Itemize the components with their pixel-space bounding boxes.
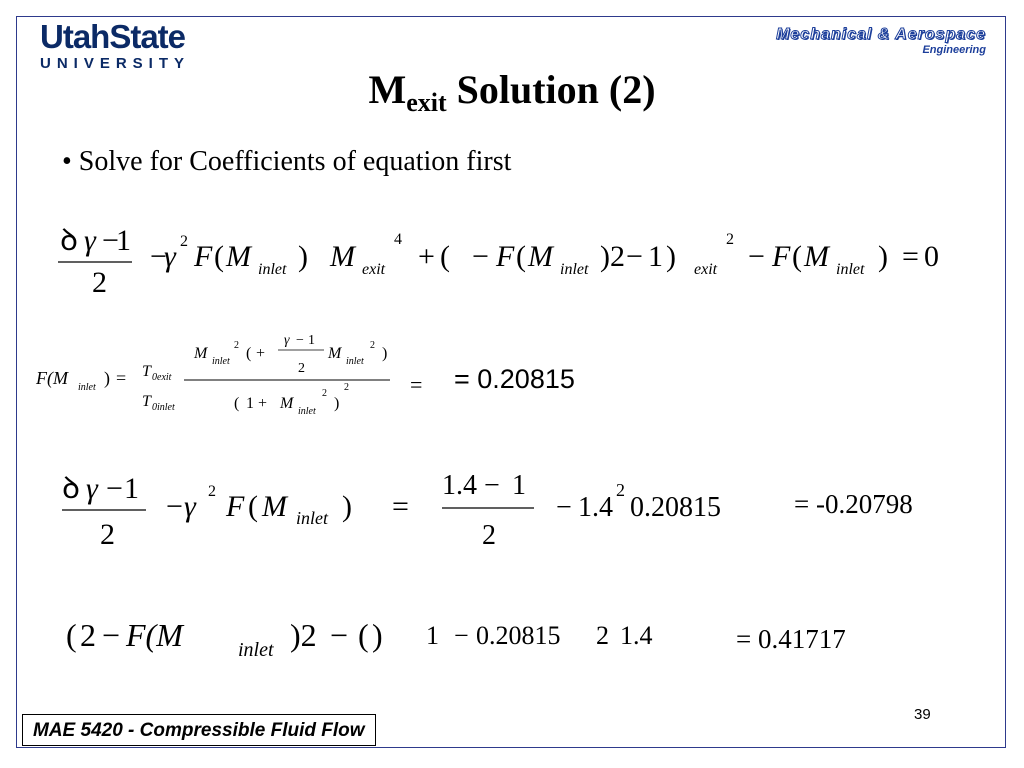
title-main: M — [368, 67, 407, 112]
eq1-minus3: − — [626, 240, 643, 273]
eq1-one: 1 — [648, 240, 663, 273]
eq1-minus: − — [150, 240, 167, 273]
bullet-text: • Solve for Coefficients of equation first — [62, 146, 512, 177]
equation-4 — [62, 600, 702, 680]
eq2-M-num1-sub: inlet — [212, 356, 230, 367]
mae-logo-line1: Mechanical & Aerospace — [776, 26, 986, 43]
eq3-minus-3: − — [556, 492, 572, 523]
eq4-two-b: 2 — [596, 621, 609, 650]
eq1-frac-num: 1 — [116, 224, 131, 257]
eq1-equals: = — [902, 240, 919, 273]
mae-logo-line2: Engineering — [922, 44, 986, 56]
eq1-paren4-open: ( — [792, 240, 802, 273]
eq2-T-inlet-sub: 0inlet — [152, 402, 175, 413]
eq1-exp2b: 2 — [726, 231, 734, 248]
eq3-F: F — [226, 490, 245, 523]
eq4-one-paren: ( — [358, 617, 369, 653]
eq3-minus-2: − — [166, 490, 183, 523]
eq2-M-num2: M — [328, 345, 342, 362]
course-label: MAE 5420 - Compressible Fluid Flow — [22, 714, 376, 746]
eq4-result: = 0.41717 — [736, 624, 846, 654]
eq2-exp-d: 2 — [344, 382, 349, 393]
equation-2 — [34, 328, 424, 416]
eq4-one: 1 — [426, 621, 439, 650]
eq1-inlet3: inlet — [836, 261, 865, 278]
eq1-plus: + — [418, 240, 435, 273]
eq1-M2: M — [330, 240, 355, 273]
eq2-equals: = — [410, 372, 423, 397]
eq2-plus-b: + — [258, 395, 268, 412]
eq1-inlet1: inlet — [258, 261, 287, 278]
eq1-minus4: − — [748, 240, 765, 273]
eq3-equals: = — [392, 490, 409, 523]
eq2-exp-a: 2 — [234, 340, 239, 351]
eq2-T-exit: T — [142, 363, 151, 380]
eq3-inlet: inlet — [296, 508, 328, 528]
eq1-inlet2: inlet — [560, 261, 589, 278]
eq1-exp4: 4 — [394, 231, 402, 248]
eq3-gamma: γ — [86, 472, 98, 505]
eq1-paren3-close: ) — [600, 240, 610, 273]
eq3-paren-close: ) — [342, 490, 352, 523]
eq2-M-num1: M — [194, 345, 208, 362]
eq4-gamma: 1.4 — [620, 621, 653, 650]
eq2-M-num2-sub: inlet — [346, 356, 364, 367]
title-rest: Solution (2) — [446, 67, 656, 112]
eq1-exp2: 2 — [180, 233, 188, 250]
eq2-exp-c: 2 — [322, 388, 327, 399]
eq1-F3: F — [772, 240, 791, 273]
eq2-lhs-inlet: inlet — [78, 382, 96, 393]
eq4-paren-open: ( — [66, 617, 77, 653]
eq3-tail-exp: 2 — [616, 480, 625, 500]
eq1-zero: 0 — [924, 240, 939, 273]
eq2-paren-d: ) — [334, 395, 340, 412]
eq2-lhs-close: ) — [104, 368, 110, 388]
eq2-paren-c: ( — [234, 395, 240, 412]
eq2-paren-a: ( — [246, 345, 252, 362]
eq3-result: = -0.20798 — [794, 489, 913, 519]
equation-3 — [56, 458, 756, 558]
eq4-minus: − — [102, 617, 121, 653]
eq3-gamma-2: γ — [184, 490, 196, 523]
eq2-lhs: F(M — [36, 368, 68, 388]
eq1-M1: M — [226, 240, 251, 273]
eq1-paren2-open: ( — [440, 240, 450, 273]
eq3-exp2: 2 — [208, 483, 216, 500]
eq1-glyph-a: ꝺ — [60, 224, 78, 257]
eq2-T-exit-sub: 0exit — [152, 372, 172, 383]
eq3-num-val: 1.4 — [442, 470, 477, 501]
eq1-F2: F — [496, 240, 515, 273]
eq4-close: )2 — [290, 617, 317, 653]
eq2-gamma-a: γ — [284, 333, 290, 348]
eq3-den-1: 2 — [100, 518, 115, 551]
eq4-inlet: inlet — [238, 639, 274, 661]
eq3-M: M — [262, 490, 287, 523]
eq1-exit1: exit — [362, 261, 386, 278]
eq4-minus3: − — [454, 621, 469, 650]
equation-1 — [54, 210, 954, 300]
eq2-result: = 0.20815 — [454, 364, 575, 394]
eq2-M-den: M — [280, 395, 294, 412]
eq2-equals-sign: = — [116, 368, 127, 388]
eq2-exp-b: 2 — [370, 340, 375, 351]
eq1-paren4-close: ) — [878, 240, 888, 273]
eq1-frac-den: 2 — [92, 266, 107, 299]
eq2-plus-a: + — [256, 345, 266, 362]
title-subscript: exit — [406, 88, 447, 117]
eq2-T-inlet: T — [142, 393, 151, 410]
eq1-glyph-c: − — [102, 224, 119, 257]
eq3-one: 1 — [124, 472, 139, 505]
mae-logo — [776, 26, 986, 56]
eq4-minus2: − — [330, 617, 349, 653]
eq2-paren-b: ) — [382, 345, 388, 362]
eq3-num-den: 2 — [482, 520, 496, 551]
eq2-minus-a: − — [296, 333, 304, 348]
eq1-paren-open: ( — [214, 240, 224, 273]
eq1-M3: M — [528, 240, 553, 273]
eq2-two-a: 2 — [298, 361, 305, 376]
eq3-tail: 1.4 — [578, 492, 613, 523]
eq4-paren-close: ) — [372, 617, 383, 653]
eq3-tail2: 0.20815 — [630, 492, 721, 523]
slide-title — [0, 66, 1024, 118]
eq2-M-den-sub: inlet — [298, 406, 316, 416]
eq4-val: 0.20815 — [476, 621, 561, 650]
eq1-exit2: exit — [694, 261, 718, 278]
usu-logo-line2: UNIVERSITY — [40, 55, 191, 72]
eq1-M4: M — [804, 240, 829, 273]
usu-logo-line1: UtahState — [40, 18, 186, 55]
eq3-num-one: 1 — [512, 470, 526, 501]
page-number: 39 — [914, 706, 931, 723]
eq1-F: F — [194, 240, 213, 273]
eq3-paren-open: ( — [248, 490, 258, 523]
eq1-two: 2 — [610, 240, 625, 273]
eq2-one-b: 1 — [246, 395, 254, 412]
eq1-gamma: γ — [164, 240, 176, 273]
eq1-minus2: − — [472, 240, 489, 273]
eq3-num-minus: − — [484, 470, 500, 501]
eq1-paren-close: ) — [298, 240, 308, 273]
eq1-paren2-close: ) — [666, 240, 676, 273]
usu-logo — [40, 20, 190, 72]
eq3-glyph-a: ꝺ — [62, 472, 80, 505]
eq1-paren3-open: ( — [516, 240, 526, 273]
eq4-F: F(M — [126, 617, 183, 653]
eq4-two: 2 — [80, 617, 96, 653]
eq1-glyph-b: γ — [84, 224, 96, 257]
eq3-minus: − — [106, 472, 123, 505]
eq2-one-a: 1 — [308, 333, 315, 348]
